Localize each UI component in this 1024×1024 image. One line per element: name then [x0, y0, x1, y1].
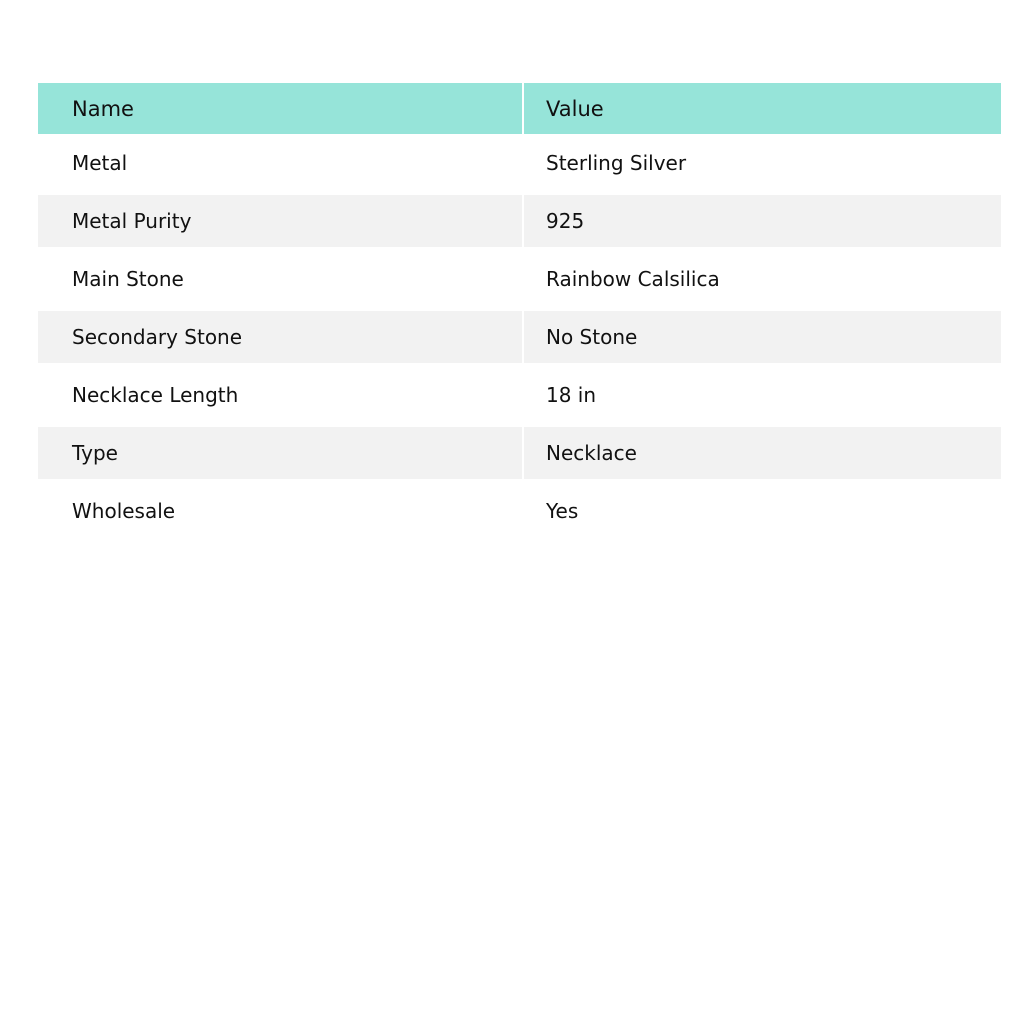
- row-name-cell: Metal Purity: [38, 194, 523, 249]
- table-row: [38, 481, 1001, 541]
- row-name-cell: Metal: [72, 151, 128, 175]
- row-name-cell: Type: [38, 426, 523, 481]
- row-value-cell: No Stone: [523, 310, 1001, 365]
- row-value-cell: 18 in: [523, 365, 1001, 426]
- table-row: [38, 426, 1001, 481]
- row-name-cell: Main Stone: [72, 267, 184, 291]
- row-value-cell: Sterling Silver: [523, 134, 1001, 194]
- row-value-cell: Rainbow Calsilica: [523, 249, 1001, 310]
- column-header-value: Value: [523, 83, 1001, 134]
- column-header-name: Name: [38, 83, 523, 134]
- table-row: [38, 194, 1001, 249]
- table-row: [38, 249, 1001, 310]
- row-value-cell: Necklace: [523, 426, 1001, 481]
- row-value-cell: 925: [523, 194, 1001, 249]
- product-specs-table: [38, 83, 1001, 540]
- table-header: [38, 83, 1001, 134]
- table-row: [38, 134, 1001, 194]
- row-name-cell: Wholesale: [72, 499, 176, 523]
- table-row: [38, 365, 1001, 426]
- table-body: [38, 134, 1001, 540]
- row-name-cell: Secondary Stone: [38, 310, 523, 365]
- row-value-cell: Yes: [523, 481, 1001, 541]
- row-name-cell: Necklace Length: [72, 383, 239, 407]
- header-row: [38, 83, 1001, 134]
- table-row: [38, 310, 1001, 365]
